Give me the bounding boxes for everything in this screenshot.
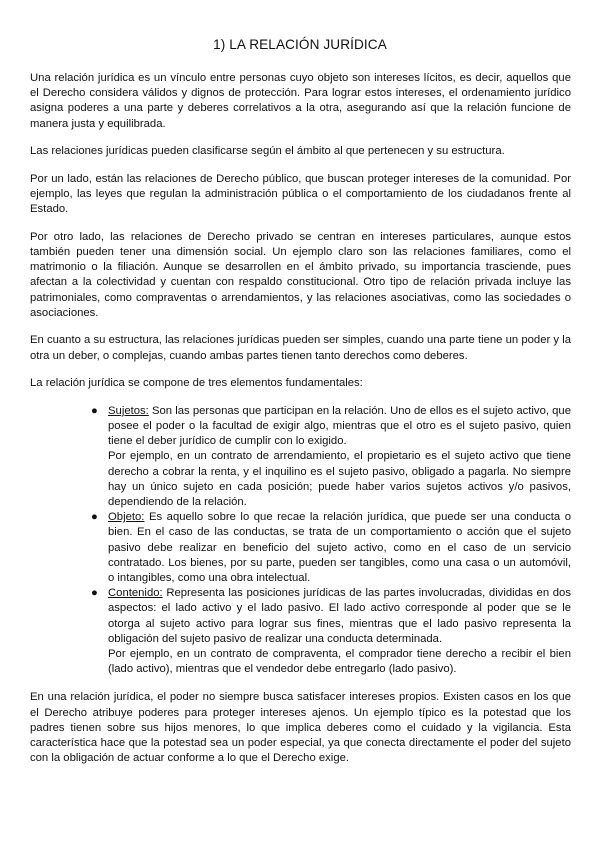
paragraph-structure: En cuanto a su estructura, las relaciones jurídicas pueden ser simples, cuando una parte tiene un poder y la otra un deber, o complejas, cuando ambas partes tienen tanto derechos como deberes. bbox=[30, 334, 571, 362]
term-contenido: Contenido: bbox=[108, 587, 163, 600]
document-body bbox=[30, 71, 571, 779]
term-objeto: Objeto: bbox=[108, 511, 145, 524]
bullet-icon: ● bbox=[91, 511, 98, 524]
term-sujetos: Sujetos: bbox=[108, 404, 149, 417]
page-title: 1) LA RELACIÓN JURÍDICA bbox=[213, 37, 387, 52]
paragraph-public-law: Por un lado, están las relaciones de Derecho público, que buscan proteger intereses de la comunidad. Por ejemplo, las leyes que regulan la administración pública o el comportamiento de los ciudadanos frente al Estado. bbox=[30, 172, 571, 216]
paragraph-definition: Una relación jurídica es un vínculo entre personas cuyo objeto son intereses lícitos, es decir, aquellos que el Derecho considera válidos y dignos de protección. Para lograr estos intereses, el ordenamiento jurídico asigna poderes a una parte y deberes correlativos a la otra, asegurando así que la relación funcione de manera justa y equilibrada. bbox=[30, 72, 571, 130]
elements-list bbox=[30, 404, 571, 678]
element-text: Son las personas que participan en la relación. Uno de ellos es el sujeto activo, que posee el poder o la facultad de exigir algo, mientras que el otro es el sujeto pasivo, quien tiene el deber jurídico de cumplir con lo exigido. bbox=[108, 404, 571, 448]
paragraph-elements-intro: La relación jurídica se compone de tres elementos fundamentales: bbox=[30, 377, 363, 390]
paragraph-closing: En una relación jurídica, el poder no siempre busca satisfacer intereses propios. Existen casos en los que el Derecho atribuye poderes para proteger intereses ajenos. Un ejemplo típico es la potestad que los padres tienen sobre sus hijos menores, lo que implica deberes como el cuidado y la vigilancia. Esta característica hace que la potestad sea un poder especial, ya que conecta directamente el poder del sujeto con la obligación de actuar conforme a lo que el Derecho exige. bbox=[30, 691, 571, 765]
paragraph-classification: Las relaciones jurídicas pueden clasificarse según el ámbito al que pertenecen y su estructura. bbox=[30, 145, 505, 158]
bullet-icon: ● bbox=[91, 587, 98, 600]
list-item-objeto bbox=[91, 510, 571, 586]
list-item-sujetos bbox=[91, 404, 571, 510]
paragraph-private-law: Por otro lado, las relaciones de Derecho privado se centran en intereses particulares, aunque estos también pueden tener una dimensión social. Un ejemplo claro son las relaciones familiares, como el matrimonio o la filiación. Aunque se desarrollen en el ámbito privado, su importancia trasciende, pues afectan a la colectividad y cuentan con respaldo constitucional. Otro tipo de relación privada incluye las patrimoniales, como compraventas o arrendamientos, y las relaciones asociativas, como las sociedades o asociaciones. bbox=[30, 230, 571, 319]
element-text: Representa las posiciones jurídicas de las partes involucradas, divididas en dos aspectos: el lado activo y el lado pasivo. El lado activo corresponde al poder que se le otorga al sujeto activo para lograr sus fines, mientras que el lado pasivo representa la obligación del sujeto pasivo de realizar una conducta determinada. bbox=[108, 587, 571, 645]
element-text: Es aquello sobre lo que recae la relación jurídica, que puede ser una conducta o bien. En el caso de las conductas, se trata de un comportamiento o acción que el sujeto pasivo debe realizar en beneficio del sujeto activo, como en el caso de un servicio contratado. Los bienes, por su parte, pueden ser tangibles, como una casa o un automóvil, o intangibles, como una obra intelectual. bbox=[108, 511, 571, 585]
list-item-contenido bbox=[91, 586, 571, 677]
element-example: Por ejemplo, en un contrato de arrendamiento, el propietario es el sujeto activo que tiene derecho a cobrar la renta, y el inquilino es el sujeto pasivo, obligado a pagarla. No siempre hay un único sujeto en cada posición; puede haber varios sujetos activos y/o pasivos, dependiendo de la relación. bbox=[108, 450, 571, 509]
bullet-icon: ● bbox=[91, 404, 98, 417]
element-example: Por ejemplo, en un contrato de compraventa, el comprador tiene derecho a recibir el bien (lado activo), mientras que el vendedor debe entregarlo (lado pasivo). bbox=[108, 648, 571, 676]
